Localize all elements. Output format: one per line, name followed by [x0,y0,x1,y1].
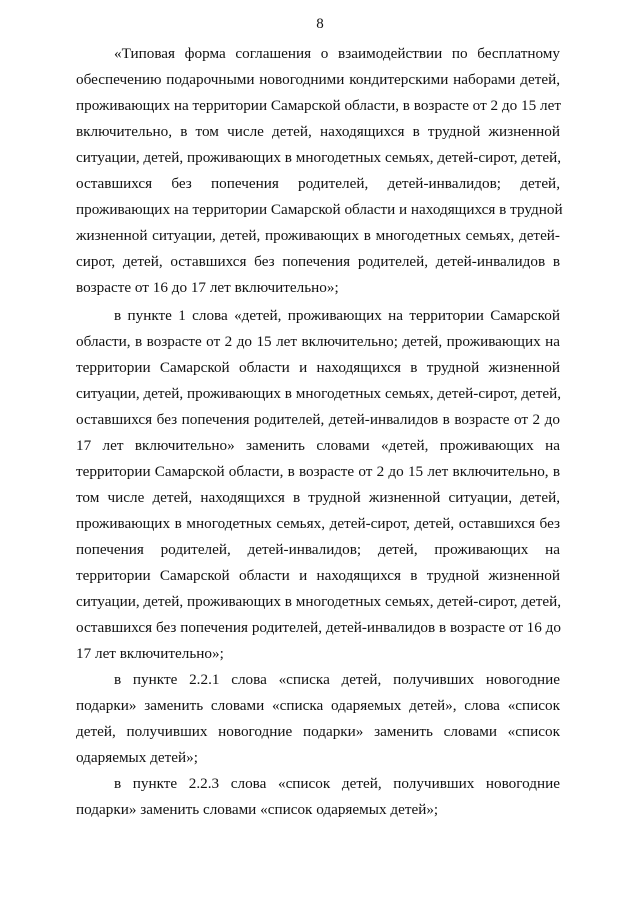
paragraph-line: «Типовая форма соглашения о взаимодействии по бесплатному [114,45,560,62]
paragraph-line: одаряемых детей»; [76,749,198,766]
paragraph-line: подарки» заменить словами «список одаряемых детей»; [76,801,439,818]
paragraph-line: жизненной ситуации, детей, проживающих в многодетных семьях, детей- [76,227,560,244]
paragraph-line: обеспечению подарочными новогодними кондитерскими наборами детей, [76,71,560,88]
paragraph-line: проживающих на территории Самарской области, в возрасте от 2 до 15 лет [76,97,561,114]
paragraph-line: подарки» заменить словами «списка одаряемых детей», слова «список [76,697,560,714]
paragraph-line: территории Самарской области, в возрасте от 2 до 15 лет включительно, в [76,463,560,480]
paragraph-line: детей, получивших новогодние подарки» заменить словами «список [76,723,560,740]
page-number: 8 [316,16,324,32]
paragraph-line: проживающих на территории Самарской области и находящихся в трудной [76,201,563,218]
paragraph-line: ситуации, детей, проживающих в многодетных семьях, детей-сирот, детей, [76,385,562,402]
paragraph-line: в пункте 1 слова «детей, проживающих на территории Самарской [114,307,560,324]
paragraph-line: оставшихся без попечения родителей, детей-инвалидов; детей, [76,175,560,192]
paragraph-line: 17 лет включительно»; [76,645,224,662]
paragraph-line: территории Самарской области и находящихся в трудной жизненной [76,359,560,376]
paragraph-line: 17 лет включительно» заменить словами «детей, проживающих на [76,437,560,454]
paragraph-line: области, в возрасте от 2 до 15 лет включительно; детей, проживающих на [76,333,560,350]
paragraph-line: включительно, в том числе детей, находящихся в трудной жизненной [76,123,560,140]
paragraph-line: сирот, детей, оставшихся без попечения родителей, детей-инвалидов в [76,253,560,270]
paragraph-line: оставшихся без попечения родителей, детей-инвалидов в возрасте от 2 до [76,411,560,428]
paragraph-line: ситуации, детей, проживающих в многодетных семьях, детей-сирот, детей, [76,593,562,610]
paragraph-line: возрасте от 16 до 17 лет включительно»; [76,279,339,296]
paragraph-line: ситуации, детей, проживающих в многодетных семьях, детей-сирот, детей, [76,149,562,166]
paragraph-line: оставшихся без попечения родителей, детей-инвалидов в возрасте от 16 до [76,619,561,636]
paragraph-line: проживающих в многодетных семьях, детей-сирот, детей, оставшихся без [76,515,560,532]
paragraph-line: попечения родителей, детей-инвалидов; детей, проживающих на [76,541,560,558]
paragraph-line: том числе детей, находящихся в трудной жизненной ситуации, детей, [76,489,560,506]
paragraph-line: территории Самарской области и находящихся в трудной жизненной [76,567,560,584]
paragraph-line: в пункте 2.2.3 слова «список детей, получивших новогодние [114,775,560,792]
paragraph-line: в пункте 2.2.1 слова «списка детей, получивших новогодние [114,671,560,688]
